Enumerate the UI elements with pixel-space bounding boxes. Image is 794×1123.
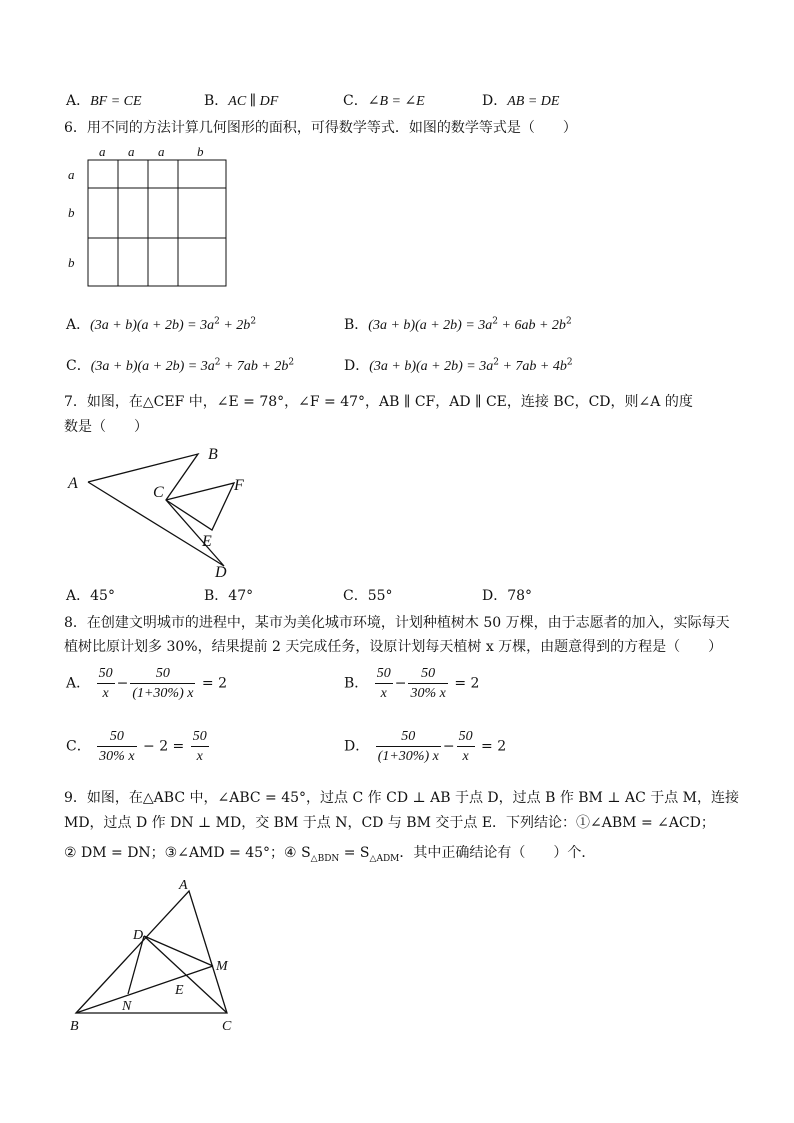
q6-stem: 6．用不同的方法计算几何图形的面积，可得数学等式．如图的数学等式是（ ） bbox=[64, 120, 577, 136]
q8-option-b bbox=[344, 665, 479, 702]
fraction bbox=[97, 665, 115, 702]
q9-figure bbox=[62, 876, 252, 1036]
option-expr: + 2b bbox=[219, 318, 251, 333]
fraction bbox=[376, 728, 441, 765]
option-letter: A． bbox=[66, 588, 91, 604]
q6-top-label: a bbox=[128, 144, 135, 159]
q9-stem-line1: 9．如图，在△ABC 中，∠ABC = 45°，过点 C 作 CD ⊥ AB 于点 D，过点 B 作 BM ⊥ AC 于点 M，连接 bbox=[64, 790, 740, 806]
option-text: 45° bbox=[90, 588, 115, 604]
q5-option-d bbox=[482, 90, 559, 110]
exponent: 2 bbox=[214, 316, 220, 327]
numerator: 50 bbox=[191, 728, 209, 747]
option-text: AB = DE bbox=[507, 94, 560, 109]
q6-side-label: a bbox=[68, 167, 75, 182]
option-letter: B． bbox=[204, 93, 229, 109]
denominator: (1+30%) x bbox=[132, 686, 194, 701]
option-expr: (3a + b)(a + 2b) = 3a bbox=[369, 359, 494, 374]
option-letter: C． bbox=[66, 738, 91, 755]
q9-stem-line3 bbox=[64, 842, 595, 864]
operator: − bbox=[442, 738, 455, 755]
operator: − bbox=[394, 675, 407, 692]
option-letter: A． bbox=[66, 675, 91, 692]
q8-stem-line2: 植树比原计划多 30%，结果提前 2 天完成任务，设原计划每天植树 x 万棵，由题意得到的方程是（ ） bbox=[64, 639, 723, 655]
option-letter: C． bbox=[343, 588, 368, 604]
fraction bbox=[191, 728, 209, 765]
exponent: 2 bbox=[288, 357, 295, 368]
q9-label-c: C bbox=[222, 1019, 232, 1034]
q9-label-n: N bbox=[122, 999, 132, 1014]
option-letter: A． bbox=[66, 93, 91, 109]
q9-stem-line2: MD，过点 D 作 DN ⊥ MD，交 BM 于点 N，CD 与 BM 交于点 E．下列结论：①∠ABM = ∠ACD； bbox=[64, 815, 715, 831]
q8-stem-line1: 8．在创建文明城市的进程中，某市为美化城市环境，计划种植树木 50 万棵，由于志愿者的加入，实际每天 bbox=[64, 615, 730, 631]
q6-option-d bbox=[344, 355, 573, 375]
q6-option-a bbox=[66, 314, 256, 334]
q6-side-label: b bbox=[68, 205, 75, 220]
equation-mid: − 2 = bbox=[138, 738, 189, 755]
q7-option-a bbox=[66, 585, 115, 605]
fraction bbox=[408, 665, 447, 702]
q7-option-d bbox=[482, 585, 532, 605]
q5-option-a bbox=[66, 90, 142, 110]
q7-option-c bbox=[343, 585, 393, 605]
equation-tail: = 2 bbox=[449, 675, 480, 692]
option-expr: + 6ab + 2b bbox=[498, 318, 566, 333]
option-text: 47° bbox=[228, 588, 254, 604]
denominator: x bbox=[102, 686, 109, 701]
operator: − bbox=[116, 675, 129, 692]
option-expr: (3a + b)(a + 2b) = 3a bbox=[90, 359, 215, 374]
option-letter: D． bbox=[482, 93, 508, 109]
q7-stem-line2: 数是（ ） bbox=[64, 419, 148, 435]
q6-top-label: a bbox=[99, 144, 106, 159]
denominator: 30% x bbox=[99, 749, 135, 764]
exponent: 2 bbox=[565, 316, 572, 327]
q6-grid-figure bbox=[62, 142, 242, 292]
option-letter: D． bbox=[482, 588, 508, 604]
denominator: x bbox=[462, 749, 469, 764]
equation-tail: = 2 bbox=[476, 738, 507, 755]
q7-label-f: F bbox=[234, 477, 244, 494]
fraction bbox=[457, 728, 475, 765]
option-expr: + 7ab + 2b bbox=[220, 359, 289, 374]
denominator: x bbox=[196, 749, 203, 764]
option-text: 78° bbox=[507, 588, 533, 604]
q8-option-a bbox=[66, 665, 227, 702]
option-expr: (3a + b)(a + 2b) = 3a bbox=[90, 318, 215, 333]
numerator: 50 bbox=[97, 665, 115, 684]
denominator: (1+30%) x bbox=[377, 749, 439, 764]
q5-option-b bbox=[204, 90, 278, 110]
numerator: 50 bbox=[457, 728, 475, 747]
subscript: △ADM bbox=[369, 853, 400, 864]
fraction bbox=[375, 665, 393, 702]
exponent: 2 bbox=[493, 357, 499, 368]
stem-part: ．其中正确结论有（ ）个． bbox=[399, 845, 596, 861]
q8-option-d bbox=[344, 728, 506, 765]
exponent: 2 bbox=[566, 357, 573, 368]
q9-label-e: E bbox=[175, 983, 184, 998]
q7-label-d: D bbox=[215, 564, 227, 580]
equation-tail: = 2 bbox=[197, 675, 228, 692]
option-letter: A． bbox=[66, 317, 91, 333]
fraction bbox=[97, 728, 136, 765]
numerator: 50 bbox=[375, 665, 393, 684]
q7-stem-line1: 7．如图，在△CEF 中，∠E = 78°，∠F = 47°，AB ∥ CF，AD ∥ CE，连接 BC，CD，则∠A 的度 bbox=[64, 394, 693, 410]
q6-option-b bbox=[344, 314, 572, 334]
exponent: 2 bbox=[250, 316, 257, 327]
q6-top-label: a bbox=[158, 144, 165, 159]
numerator: 50 bbox=[130, 665, 195, 684]
exponent: 2 bbox=[214, 357, 221, 368]
fraction bbox=[130, 665, 195, 702]
option-letter: D． bbox=[344, 738, 370, 755]
denominator: x bbox=[380, 686, 387, 701]
q6-option-c bbox=[66, 355, 294, 375]
q6-top-label: b bbox=[197, 144, 204, 159]
option-letter: B． bbox=[344, 675, 369, 692]
stem-part: = S bbox=[339, 845, 370, 861]
q7-label-a: A bbox=[68, 475, 78, 492]
q7-option-b bbox=[204, 585, 253, 605]
stem-part: ② DM = DN；③∠AMD = 45°；④ S bbox=[64, 845, 311, 861]
denominator: 30% x bbox=[410, 686, 446, 701]
q7-label-b: B bbox=[208, 446, 218, 463]
q6-side-label: b bbox=[68, 255, 75, 270]
option-text: BF = CE bbox=[90, 94, 142, 109]
option-text: 55° bbox=[367, 588, 393, 604]
exponent: 2 bbox=[492, 316, 499, 327]
q8-option-c bbox=[66, 728, 211, 765]
option-expr: + 7ab + 4b bbox=[498, 359, 567, 374]
q7-figure bbox=[62, 440, 262, 580]
option-letter: D． bbox=[344, 358, 370, 374]
numerator: 50 bbox=[408, 665, 447, 684]
option-letter: B． bbox=[204, 588, 229, 604]
option-text: ∠B = ∠E bbox=[367, 94, 425, 109]
option-text: AC ∥ DF bbox=[228, 94, 279, 109]
subscript: △BDN bbox=[310, 853, 340, 864]
q7-label-e: E bbox=[202, 533, 212, 550]
q9-label-a: A bbox=[179, 878, 188, 893]
q9-label-b: B bbox=[70, 1019, 79, 1034]
option-expr: (3a + b)(a + 2b) = 3a bbox=[368, 318, 493, 333]
q9-label-m: M bbox=[216, 959, 228, 974]
q5-option-c bbox=[343, 90, 425, 110]
option-letter: C． bbox=[343, 93, 368, 109]
option-letter: B． bbox=[344, 317, 369, 333]
option-letter: C． bbox=[66, 358, 91, 374]
numerator: 50 bbox=[97, 728, 136, 747]
q7-label-c: C bbox=[153, 484, 164, 501]
numerator: 50 bbox=[376, 728, 441, 747]
q9-label-d: D bbox=[133, 928, 144, 943]
